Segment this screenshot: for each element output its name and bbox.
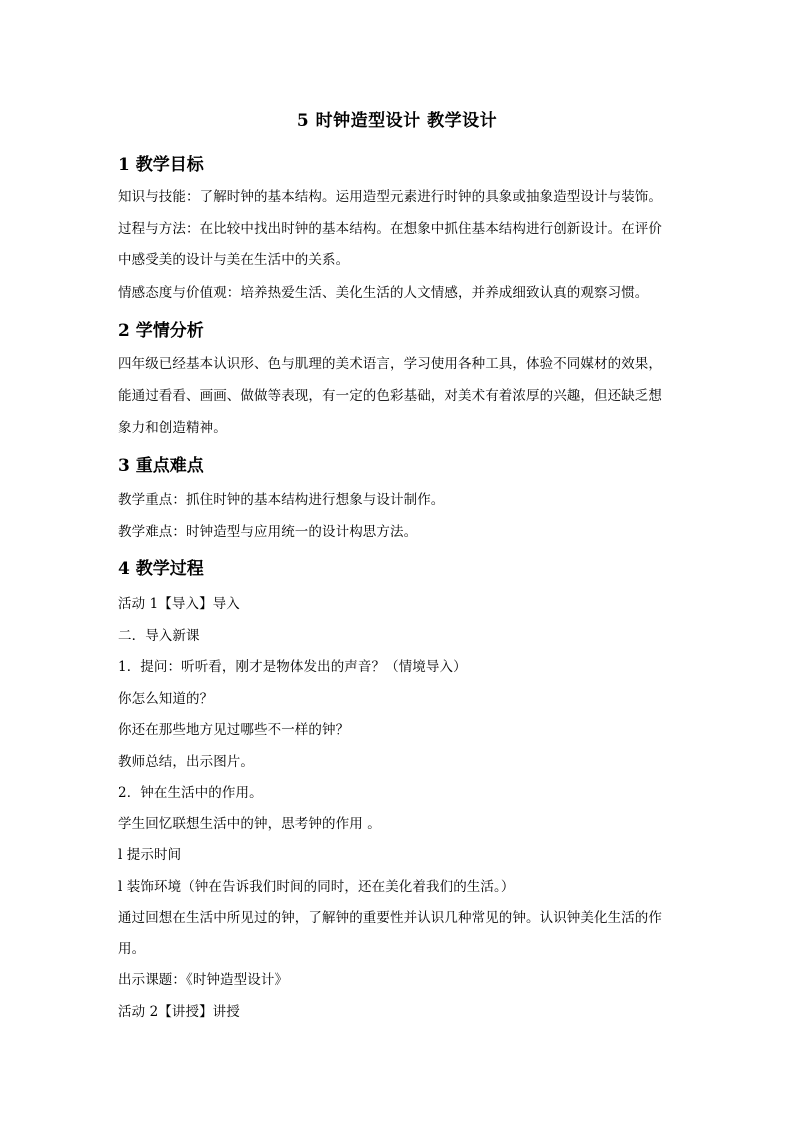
section-heading-analysis: 2 学情分析 (118, 321, 204, 341)
paragraph-line: 四年级已经基本认识形、色与肌理的美术语言，学习使用各种工具，体验不同媒材的效果， (118, 356, 662, 372)
paragraph-line: 象力和创造精神。 (118, 420, 227, 436)
document-title: 5 时钟造型设计 教学设计 (296, 111, 498, 131)
paragraph-line: 教学重点：抓住时钟的基本结构进行想象与设计制作。 (118, 492, 445, 508)
paragraph-line: 你还在那些地方见过哪些不一样的钟？ (118, 722, 350, 738)
paragraph-line: 你怎么知道的？ (118, 691, 214, 707)
section-heading-objectives: 1 教学目标 (118, 155, 204, 175)
paragraph-line: 出示课题：《时钟造型设计》 (118, 972, 289, 988)
paragraph-line: 用。 (118, 941, 146, 957)
paragraph-line: 2．钟在生活中的作用。 (118, 785, 263, 801)
bullet-line: l 提示时间 (118, 847, 182, 863)
paragraph-line: 活动 1【导入】导入 (118, 596, 240, 612)
paragraph-line: 教师总结，出示图片。 (118, 754, 254, 770)
section-heading-process: 4 教学过程 (118, 559, 204, 579)
section-heading-key-points: 3 重点难点 (118, 456, 204, 476)
paragraph-line: 教学难点：时钟造型与应用统一的设计构思方法。 (118, 524, 418, 540)
paragraph-line: 中感受美的设计与美在生活中的关系。 (118, 252, 350, 268)
paragraph-line: 二．导入新课 (118, 628, 200, 644)
paragraph-line: 活动 2【讲授】讲授 (118, 1004, 240, 1020)
paragraph-line: 通过回想在生活中所见过的钟，了解钟的重要性并认识几种常见的钟。认识钟美化生活的作 (118, 910, 662, 926)
bullet-line: l 装饰环境（钟在告诉我们时间的同时，还在美化着我们的生活。） (118, 879, 515, 895)
paragraph-line: 1．提问：听听看，刚才是物体发出的声音？（情境导入） (118, 659, 467, 675)
paragraph-line: 过程与方法：在比较中找出时钟的基本结构。在想象中抓住基本结构进行创新设计。在评价 (118, 221, 662, 237)
paragraph-line: 学生回忆联想生活中的钟，思考钟的作用 。 (118, 816, 381, 832)
paragraph-line: 知识与技能：了解时钟的基本结构。运用造型元素进行时钟的具象或抽象造型设计与装饰。 (118, 189, 662, 205)
paragraph-line: 情感态度与价值观：培养热爱生活、美化生活的人文情感，并养成细致认真的观察习惯。 (118, 285, 649, 301)
paragraph-line: 能通过看看、画画、做做等表现，有一定的色彩基础，对美术有着浓厚的兴趣，但还缺乏想 (118, 388, 662, 404)
